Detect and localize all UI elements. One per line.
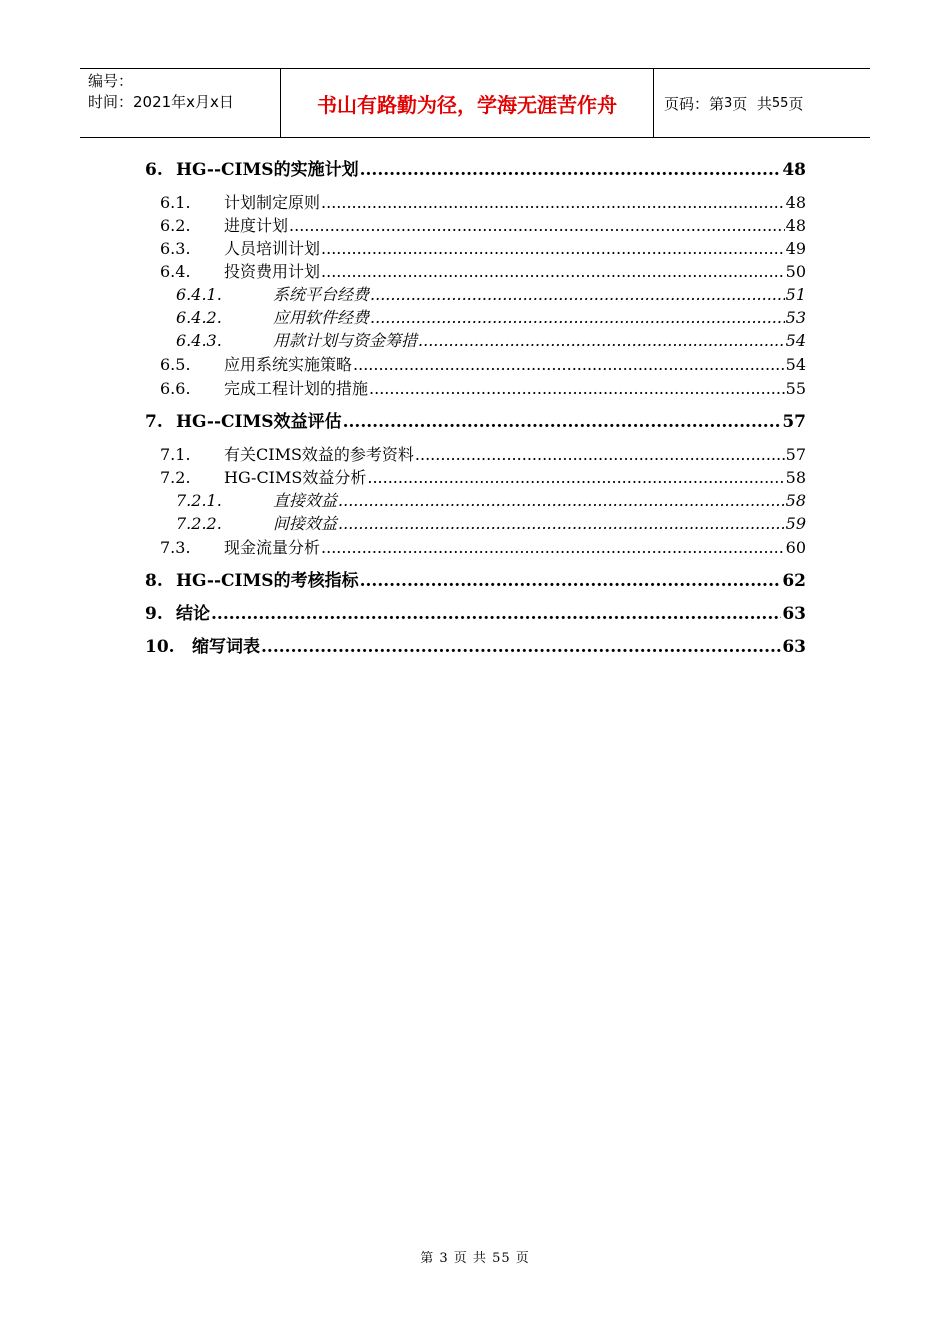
header-page-current: 3 xyxy=(724,95,733,111)
toc-leader xyxy=(211,603,781,625)
toc-number: 6.1. xyxy=(160,193,191,212)
toc-page: 50 xyxy=(785,262,806,281)
toc-leader xyxy=(321,238,785,260)
toc-number: 7. xyxy=(145,412,163,432)
toc-number: 6.4.3. xyxy=(176,331,222,350)
toc-entry-6-5[interactable] xyxy=(160,354,806,376)
toc-entry-7[interactable] xyxy=(145,411,806,433)
toc-title: 用款计划与资金筹措 xyxy=(273,331,418,350)
toc-page: 58 xyxy=(785,491,806,510)
toc-leader xyxy=(369,378,785,400)
toc-number: 6. xyxy=(145,160,163,180)
toc-leader xyxy=(360,159,782,181)
footer-suffix: 页 xyxy=(515,1251,530,1266)
toc-entry-7-2-1[interactable] xyxy=(176,490,806,512)
toc-page: 48 xyxy=(785,193,806,212)
toc-page: 53 xyxy=(785,308,806,327)
toc-title: 有关CIMS效益的参考资料 xyxy=(224,445,414,464)
toc-title: 应用系统实施策略 xyxy=(224,355,353,374)
toc-page: 54 xyxy=(785,355,806,374)
toc-entry-7-3[interactable] xyxy=(160,537,806,559)
header-page-total: 55 xyxy=(771,95,789,111)
toc-entry-8[interactable] xyxy=(145,570,806,592)
toc-leader xyxy=(418,330,785,352)
toc-title: 缩写词表 xyxy=(192,637,260,657)
toc-leader xyxy=(289,215,785,237)
toc-entry-7-2[interactable] xyxy=(160,467,806,489)
toc-entry-6-1[interactable] xyxy=(160,192,806,214)
footer-page-current: 3 xyxy=(439,1251,449,1266)
toc-page: 60 xyxy=(785,538,806,557)
toc-title: HG--CIMS效益评估 xyxy=(176,412,342,432)
toc-number: 6.4.1. xyxy=(176,285,222,304)
header-page-prefix: 页码：第 xyxy=(664,94,725,113)
toc-entry-6-4-1[interactable] xyxy=(176,284,806,306)
toc-number: 6.6. xyxy=(160,379,191,398)
toc-number: 6.2. xyxy=(160,216,191,235)
toc-entry-6-4[interactable] xyxy=(160,261,806,283)
toc-page: 63 xyxy=(782,637,806,657)
toc-page: 48 xyxy=(785,216,806,235)
footer-page-total: 55 xyxy=(492,1251,511,1266)
toc-title: 人员培训计划 xyxy=(224,239,321,258)
page-footer xyxy=(0,1247,950,1266)
toc-leader xyxy=(353,354,785,376)
toc-leader xyxy=(321,261,785,283)
toc-title: HG--CIMS的实施计划 xyxy=(176,160,359,180)
toc-number: 7.2.1. xyxy=(176,491,222,510)
toc-leader xyxy=(261,636,781,658)
toc-number: 10. xyxy=(145,637,175,657)
toc-number: 6.5. xyxy=(160,355,191,374)
toc-page: 62 xyxy=(782,571,806,591)
toc-number: 7.1. xyxy=(160,445,191,464)
toc-entry-6-4-3[interactable] xyxy=(176,330,806,352)
header-page-mid: 页 共 xyxy=(732,94,772,113)
toc-entry-6[interactable] xyxy=(145,159,806,181)
toc-title: 完成工程计划的措施 xyxy=(224,379,369,398)
header-page-suffix: 页 xyxy=(788,94,804,113)
toc-entry-9[interactable] xyxy=(145,603,806,625)
toc-page: 55 xyxy=(785,379,806,398)
toc-title: 计划制定原则 xyxy=(224,193,321,212)
toc-number: 7.2. xyxy=(160,468,191,487)
document-date-label: 时间：2021年x月x日 xyxy=(88,93,234,111)
toc-leader xyxy=(338,513,785,535)
toc-title: 系统平台经费 xyxy=(273,285,370,304)
toc-entry-7-2-2[interactable] xyxy=(176,513,806,535)
toc-page: 51 xyxy=(785,285,806,304)
toc-number: 9. xyxy=(145,604,163,624)
toc-title: 投资费用计划 xyxy=(224,262,321,281)
toc-entry-6-4-2[interactable] xyxy=(176,307,806,329)
toc-title: HG--CIMS的考核指标 xyxy=(176,571,359,591)
toc-entry-6-6[interactable] xyxy=(160,378,806,400)
toc-page: 54 xyxy=(785,331,806,350)
toc-page: 57 xyxy=(785,445,806,464)
toc-entry-10[interactable] xyxy=(145,636,806,658)
toc-title: 应用软件经费 xyxy=(273,308,370,327)
toc-page: 57 xyxy=(782,412,806,432)
header-motto: 书山有路勤为径，学海无涯苦作舟 xyxy=(317,92,617,117)
toc-entry-6-2[interactable] xyxy=(160,215,806,237)
toc-leader xyxy=(321,537,785,559)
toc-leader xyxy=(370,284,785,306)
toc-entry-6-3[interactable] xyxy=(160,238,806,260)
toc-page: 49 xyxy=(785,239,806,258)
footer-prefix: 第 xyxy=(420,1251,435,1266)
toc-leader xyxy=(370,307,785,329)
toc-number: 7.3. xyxy=(160,538,191,557)
toc-leader xyxy=(415,444,785,466)
footer-mid: 页 共 xyxy=(453,1251,487,1266)
toc-leader xyxy=(360,570,782,592)
toc-number: 7.2.2. xyxy=(176,514,222,533)
toc-number: 8. xyxy=(145,571,163,591)
toc-page: 58 xyxy=(785,468,806,487)
toc-title: 现金流量分析 xyxy=(224,538,321,557)
toc-title: HG-CIMS效益分析 xyxy=(224,468,367,487)
toc-number: 6.4. xyxy=(160,262,191,281)
toc-entry-7-1[interactable] xyxy=(160,444,806,466)
toc-number: 6.3. xyxy=(160,239,191,258)
toc-page: 59 xyxy=(785,514,806,533)
toc-number: 6.4.2. xyxy=(176,308,222,327)
toc-title: 进度计划 xyxy=(224,216,289,235)
toc-leader xyxy=(343,411,782,433)
toc-page: 63 xyxy=(782,604,806,624)
toc-title: 直接效益 xyxy=(273,491,338,510)
toc-leader xyxy=(367,467,784,489)
toc-leader xyxy=(321,192,785,214)
toc-title: 结论 xyxy=(176,604,210,624)
toc-page: 48 xyxy=(782,160,806,180)
toc-leader xyxy=(338,490,785,512)
toc-title: 间接效益 xyxy=(273,514,338,533)
document-id-label: 编号： xyxy=(88,72,134,90)
